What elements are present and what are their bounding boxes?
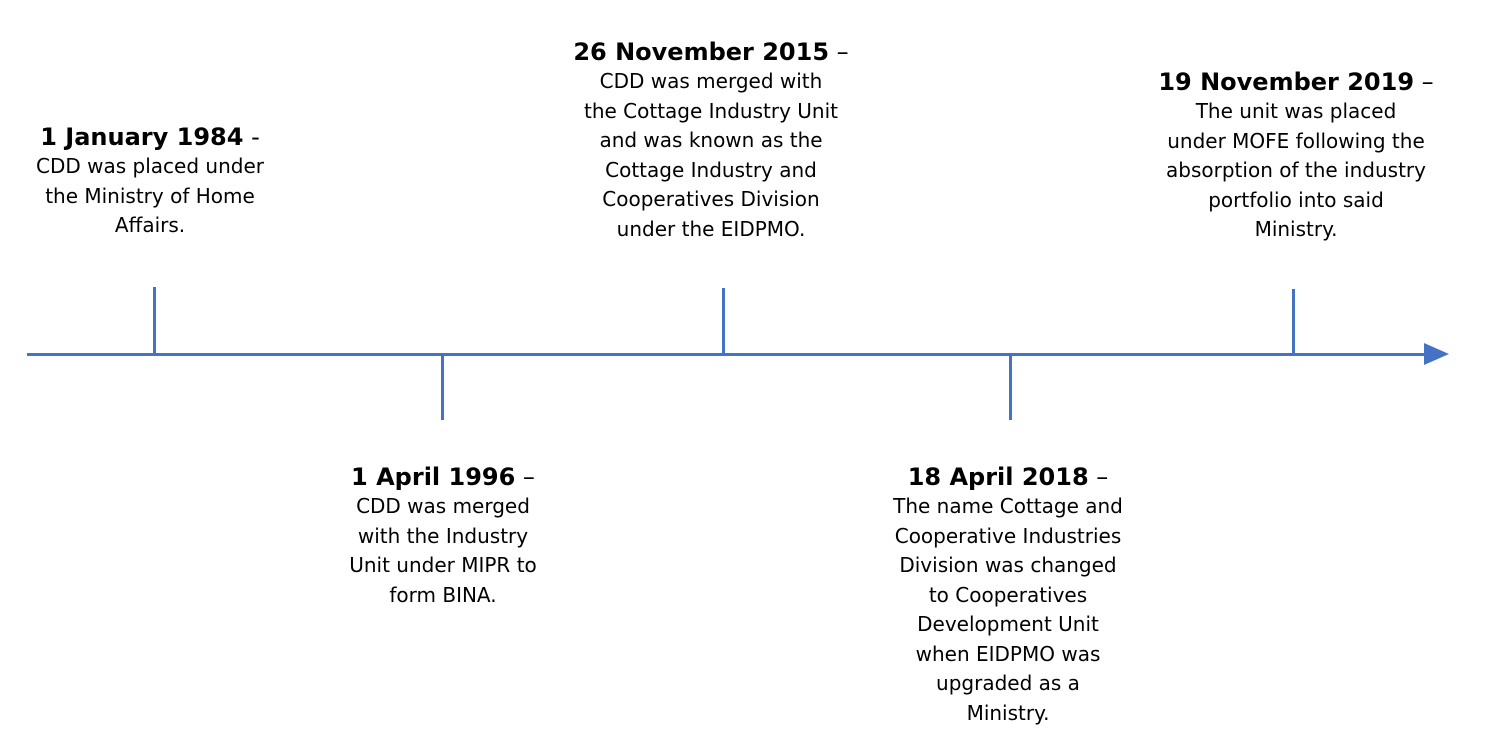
event-date-text: 19 November 2019 bbox=[1158, 68, 1415, 96]
event-date-1984 bbox=[10, 122, 290, 152]
timeline-tick-2019 bbox=[1292, 289, 1295, 354]
event-date-text: 1 April 1996 bbox=[351, 463, 516, 491]
event-description-1984: CDD was placed under the Ministry of Home Affairs. bbox=[36, 154, 264, 237]
event-description-2019: The unit was placed under MOFE following the absorption of the industry portfolio into said Ministry. bbox=[1166, 99, 1426, 241]
timeline-tick-2015 bbox=[722, 288, 725, 354]
event-description-2018: The name Cottage and Cooperative Industries Division was changed to Cooperatives Development Unit when EIDPMO was upgraded as a Ministry. bbox=[893, 494, 1123, 725]
event-date-text: 1 January 1984 bbox=[40, 123, 244, 151]
event-date-dash: – bbox=[1414, 68, 1434, 96]
event-description-1996: CDD was merged with the Industry Unit under MIPR to form BINA. bbox=[349, 494, 537, 607]
event-date-dash: – bbox=[1088, 463, 1109, 491]
timeline-event-2018 bbox=[874, 462, 1142, 728]
event-date-text: 18 April 2018 bbox=[907, 463, 1089, 491]
event-date-2018 bbox=[874, 462, 1142, 492]
timeline-axis-line bbox=[27, 353, 1427, 356]
timeline-event-1984 bbox=[10, 122, 290, 241]
event-date-text: 26 November 2015 bbox=[573, 38, 830, 66]
timeline-event-1996 bbox=[328, 462, 558, 610]
event-description-2015: CDD was merged with the Cottage Industry Unit and was known as the Cottage Industry and Cooperatives Division under the EIDPMO. bbox=[583, 69, 838, 241]
event-date-1996 bbox=[328, 462, 558, 492]
timeline-tick-1984 bbox=[153, 287, 156, 354]
event-date-2019 bbox=[1133, 67, 1459, 97]
timeline-event-2015 bbox=[555, 37, 867, 244]
timeline-event-2019 bbox=[1133, 67, 1459, 245]
event-date-dash: – bbox=[829, 38, 849, 66]
timeline-tick-1996 bbox=[441, 356, 444, 420]
timeline-tick-2018 bbox=[1009, 356, 1012, 420]
arrow-right-icon bbox=[1424, 343, 1449, 365]
event-date-dash: - bbox=[243, 123, 260, 151]
event-date-2015 bbox=[555, 37, 867, 67]
event-date-dash: – bbox=[515, 463, 535, 491]
